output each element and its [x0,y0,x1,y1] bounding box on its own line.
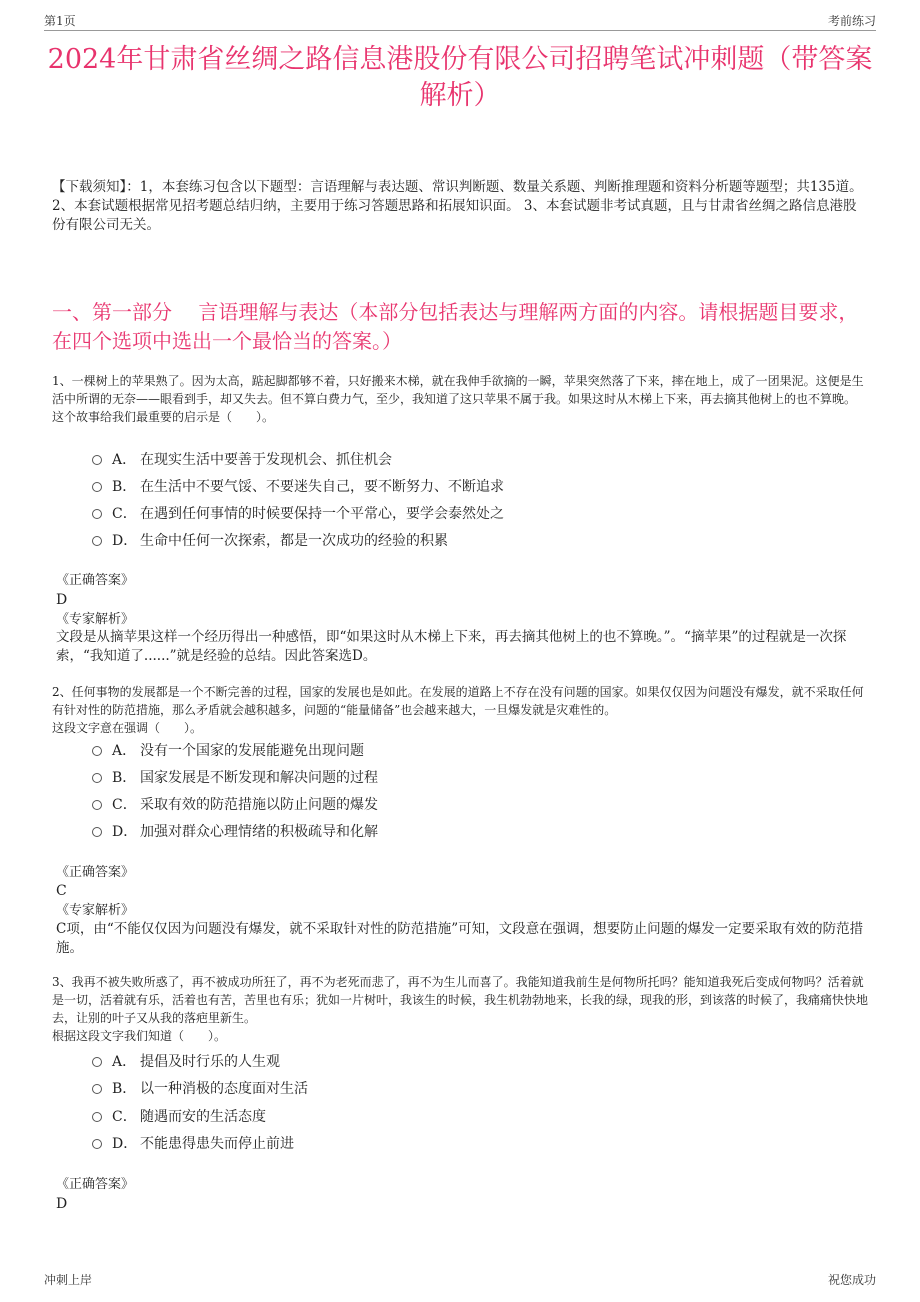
question-text: 2、任何事物的发展都是一个不断完善的过程，国家的发展也是如此。在发展的道路上不存在没有问题的国家。如果仅仅因为问题没有爆发，就不采取任何有针对性的防范措施，那么矛盾就会越积越多，问题的“能量储备”也会越来越大，一旦爆发就是灾难性的。 [52,685,864,717]
radio-icon[interactable] [92,800,102,810]
option-a[interactable]: A． 提倡及时行乐的人生观 [92,1052,280,1072]
question-text: 1、一棵树上的苹果熟了。因为太高，踮起脚都够不着，只好搬来木梯，就在我伸手欲摘的一瞬，苹果突然落了下来，摔在地上，成了一团果泥。这便是生活中所谓的无奈——眼看到手，却又失去。但不算白费力气，至少，我知道了这只苹果不属于我。如果这时从木梯上下来，再去摘其他树上的也不算晚。 [52,374,864,406]
option-b[interactable]: B． 国家发展是不断发现和解决问题的过程 [92,768,378,788]
answer-value: C [56,883,67,899]
radio-icon[interactable] [92,1084,102,1094]
question-stem [52,372,868,426]
question-prompt: 这段文字意在强调（ ）。 [52,721,203,735]
option-d[interactable]: D． 生命中任何一次探索，都是一次成功的经验的积累 [92,531,448,551]
question-text: 3、我再不被失败所惑了，再不被成功所狂了，再不为老死而悲了，再不为生儿而喜了。我能知道我前生是何物所托吗？能知道我死后变成何物吗？活着就是一切，活着就有乐，活着也有苦，苦里也有乐；犹如一片树叶，我该生的时候，我生机勃勃地来，长我的绿，现我的形，到该落的时候了，我痛痛快快地去，让别的叶子又从我的落疤里新生。 [52,975,869,1025]
section-heading: 一、第一部分 言语理解与表达（本部分包括表达与理解两方面的内容。请根据题目要求，在四个选项中选出一个最恰当的答案。） [52,300,859,353]
radio-icon[interactable] [92,773,102,783]
page-header [44,12,876,31]
radio-icon[interactable] [92,1112,102,1122]
question-stem [52,683,868,737]
radio-icon[interactable] [92,536,102,546]
page-number: 第1页 [44,14,76,28]
footer-left: 冲刺上岸 [44,1273,93,1287]
option-b[interactable]: B． 在生活中不要气馁、不要迷失自己，要不断努力、不断追求 [92,477,504,497]
option-b[interactable]: B． 以一种消极的态度面对生活 [92,1079,308,1099]
radio-icon[interactable] [92,455,102,465]
analysis-label: 《专家解析》 [56,612,135,627]
download-notice: 【下载须知】：1，本套练习包含以下题型：言语理解与表达题、常识判断题、数量关系题、判断推理题和资料分析题等题型；共135道。 2、本套试题根据常见招考题总结归纳，主要用于练习答题思路和拓展知识面。 3、本套试题非考试真题，且与甘肃省丝绸之路信息港股份有限公司无关。 [52,179,863,233]
radio-icon[interactable] [92,827,102,837]
option-d[interactable]: D． 加强对群众心理情绪的积极疏导和化解 [92,822,378,842]
answer-value: D [56,592,68,608]
analysis-text: 文段是从摘苹果这样一个经历得出一种感悟，即“如果这时从木梯上下来，再去摘其他树上的也不算晚。”。“摘苹果”的过程就是一次探索，“我知道了......”就是经验的总结。因此答案选D。 [56,629,847,664]
option-c[interactable]: C． 随遇而安的生活态度 [92,1107,266,1127]
question-stem [52,973,868,1045]
question-prompt: 这个故事给我们最重要的启示是（ ）。 [52,410,275,424]
radio-icon[interactable] [92,1139,102,1149]
answer-value: D [56,1196,68,1212]
analysis-label: 《专家解析》 [56,903,135,918]
question-prompt: 根据这段文字我们知道（ ）。 [52,1029,227,1043]
answer-label: 《正确答案》 [56,1177,135,1192]
radio-icon[interactable] [92,746,102,756]
answer-label: 《正确答案》 [56,865,135,880]
radio-icon[interactable] [92,509,102,519]
radio-icon[interactable] [92,482,102,492]
option-a[interactable]: A． 在现实生活中要善于发现机会、抓住机会 [92,450,392,470]
answer-label: 《正确答案》 [56,573,135,588]
footer-right: 祝您成功 [827,1273,876,1287]
option-d[interactable]: D． 不能患得患失而停止前进 [92,1134,294,1154]
analysis-text: C项，由“不能仅仅因为问题没有爆发，就不采取针对性的防范措施”可知，文段意在强调，想要防止问题的爆发一定要采取有效的防范措施。 [56,921,864,956]
option-c[interactable]: C． 在遇到任何事情的时候要保持一个平常心，要学会泰然处之 [92,504,504,524]
option-c[interactable]: C． 采取有效的防范措施以防止问题的爆发 [92,795,378,815]
header-tag: 考前练习 [827,14,876,28]
radio-icon[interactable] [92,1057,102,1067]
option-a[interactable]: A． 没有一个国家的发展能避免出现问题 [92,741,364,761]
document-title: 2024年甘肃省丝绸之路信息港股份有限公司招聘笔试冲刺题（带答案解析） [47,44,873,111]
